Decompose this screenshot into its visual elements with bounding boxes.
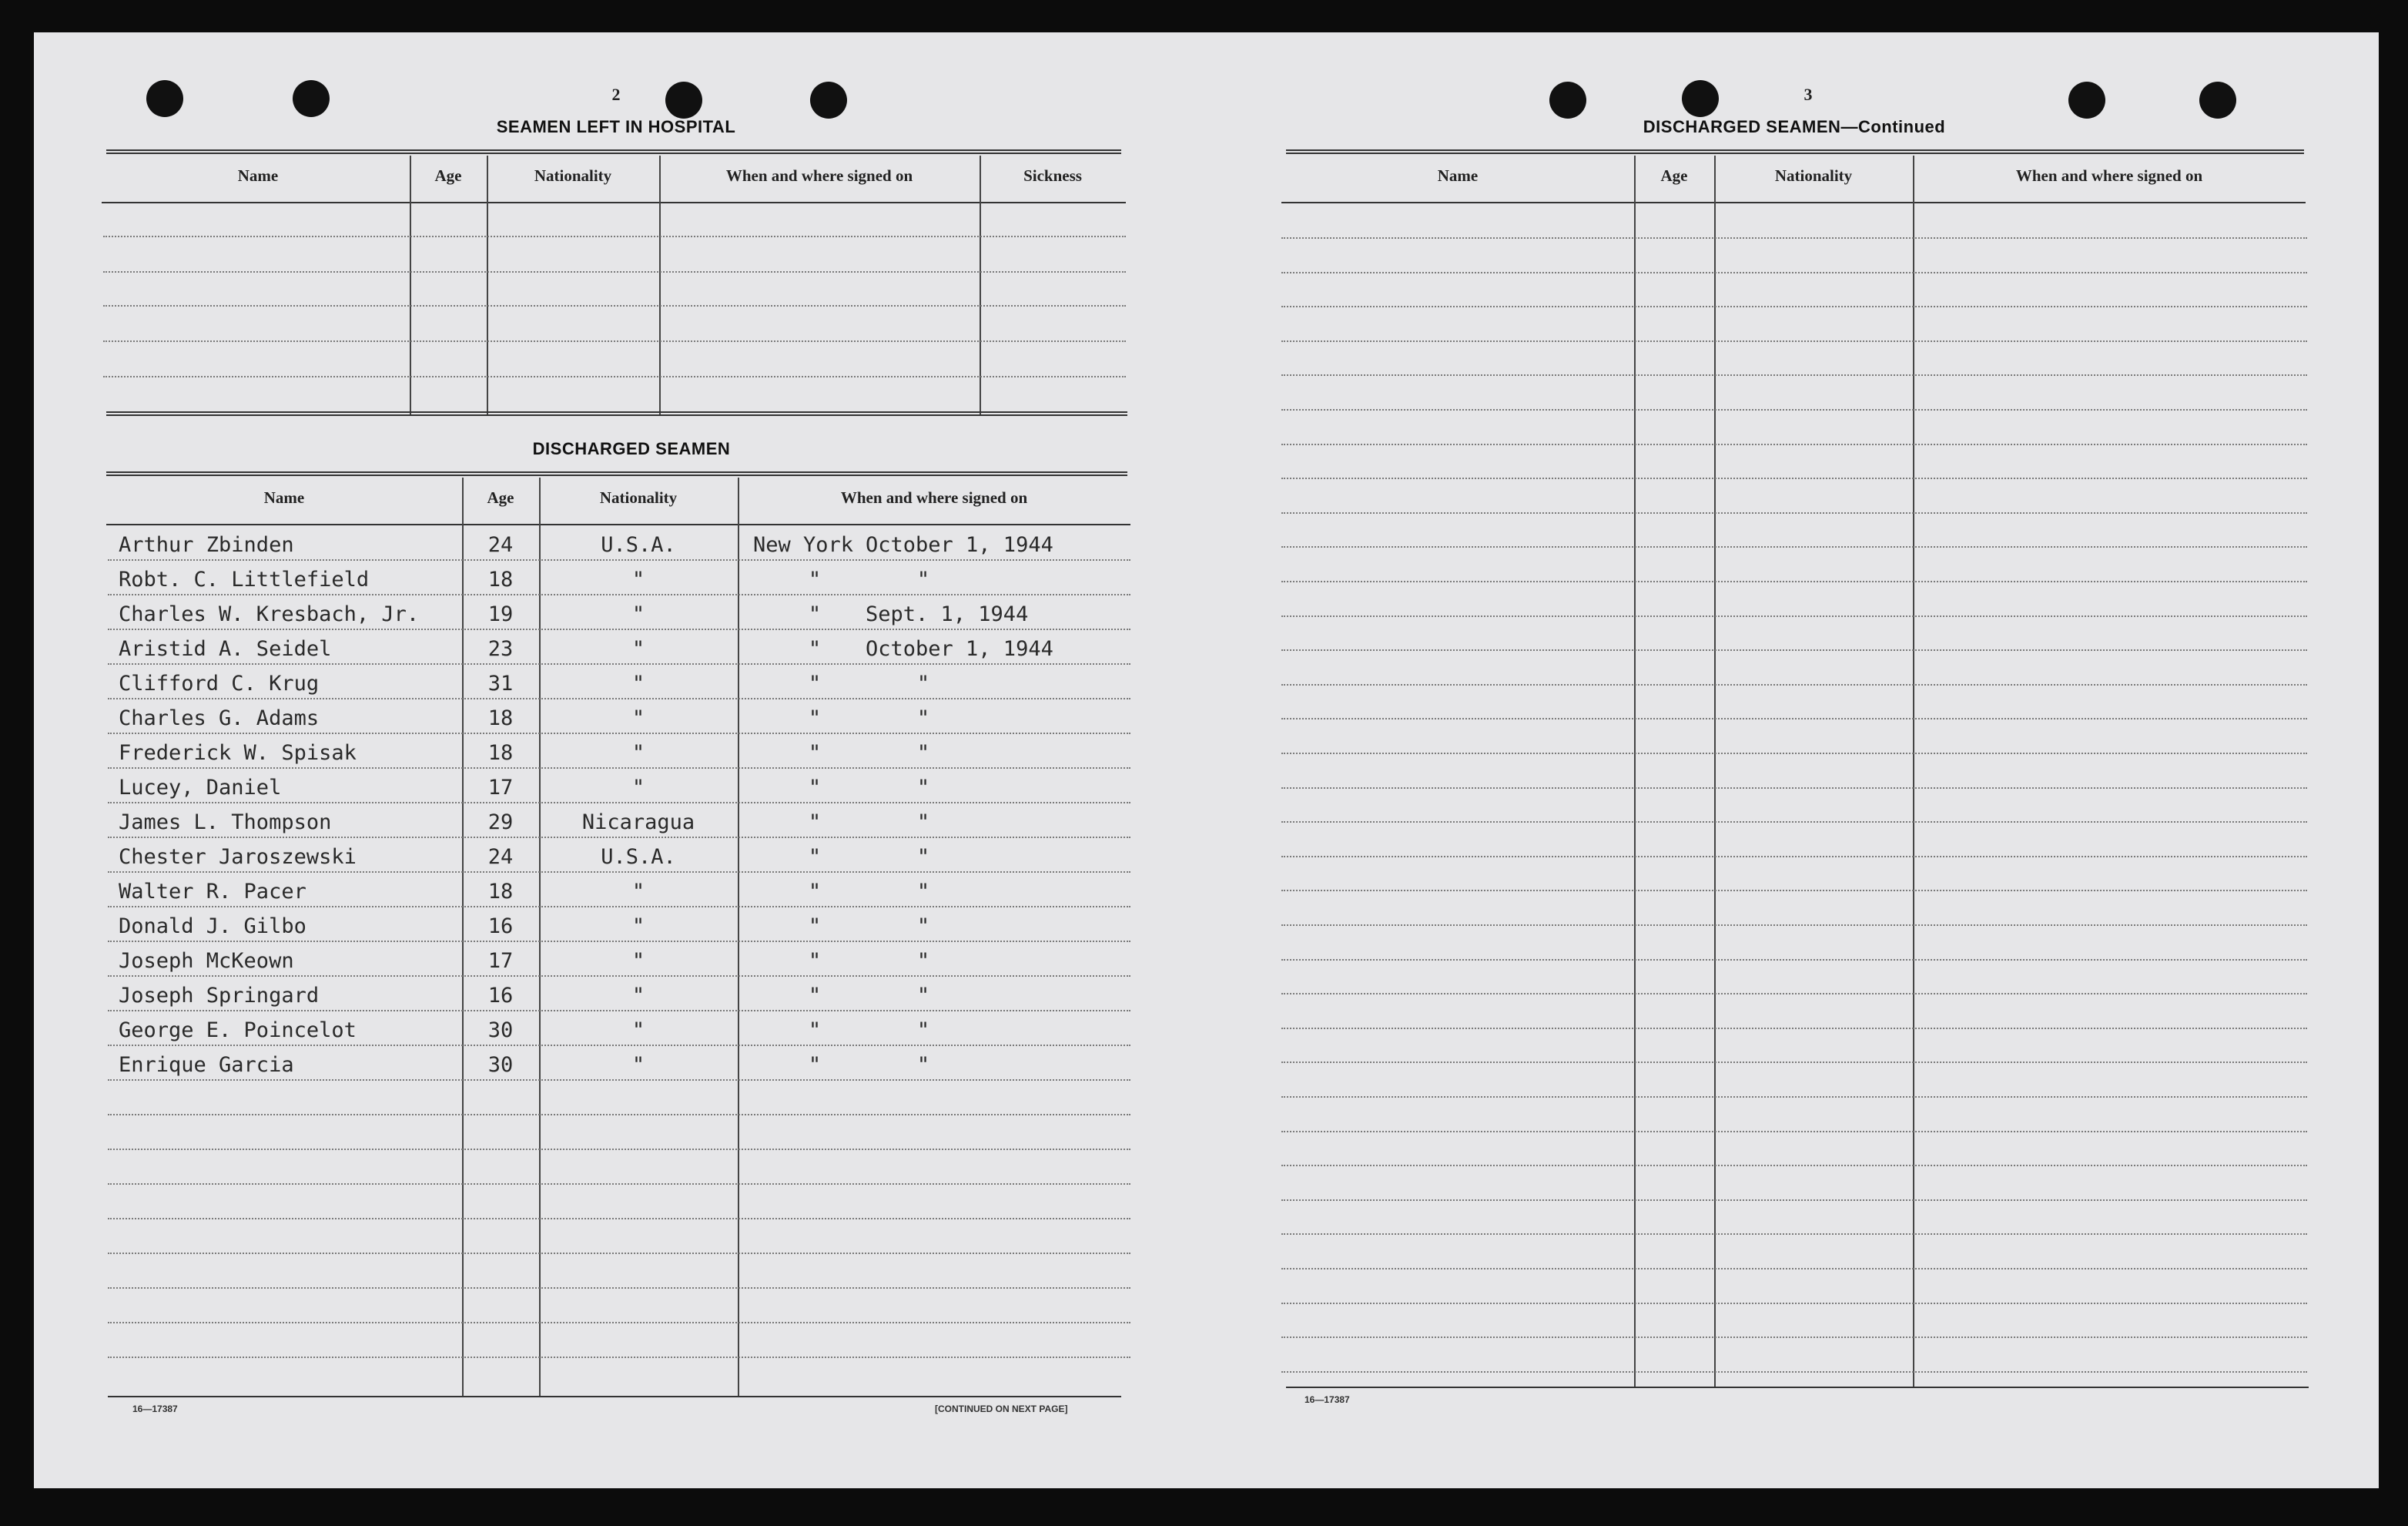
ruled-line [1281,993,2307,994]
ruled-line [103,236,1126,237]
ruled-line [1281,581,2307,582]
seaman-age: 31 [487,672,514,696]
ruled-line [1281,615,2307,617]
ruled-line [108,594,1130,595]
column-header: Age [1660,166,1688,185]
right-header-rule [1281,202,2306,203]
ruled-line [1281,1096,2307,1098]
ruled-line [1281,1165,2307,1166]
column-header: Nationality [534,166,612,185]
seaman-age: 18 [487,880,514,904]
hospital-bottom-rule [106,411,1127,416]
continued-note: [CONTINUED ON NEXT PAGE] [935,1404,1068,1414]
ruled-line [108,1114,1130,1115]
seaman-nationality: U.S.A. [601,533,676,557]
column-header: Age [434,166,462,185]
column-header: When and where signed on [725,166,913,185]
right-title-suffix: —Continued [1840,117,1946,136]
ruled-line [1281,1233,2307,1235]
signed-on-place: " [808,914,822,938]
ruled-line [1281,512,2307,514]
ruled-line [103,340,1126,342]
ruled-line [108,1322,1130,1323]
seaman-name: Frederick W. Spisak [119,741,357,765]
seaman-name: Charles G. Adams [119,706,320,730]
right-title-main: DISCHARGED SEAMEN [1643,117,1841,136]
signed-on-place: " [808,776,822,800]
ruled-line [108,906,1130,907]
page-number-left: 2 [611,85,621,104]
seaman-name: Chester Jaroszewski [119,845,357,869]
ruled-line [108,767,1130,769]
seaman-nationality: " [631,568,645,592]
form-number-right: 16—17387 [1304,1394,1350,1405]
ruled-line [1281,718,2307,719]
seaman-nationality: " [631,602,645,626]
seaman-name: Arthur Zbinden [119,533,294,557]
ruled-line [1281,1028,2307,1029]
column-header: Name [237,166,279,185]
discharged-top-rule [106,471,1127,476]
ruled-line [1281,1199,2307,1201]
seaman-name: Charles W. Kresbach, Jr. [119,602,420,626]
seaman-nationality: " [631,637,645,661]
seaman-nationality: " [631,984,645,1008]
seaman-name: Enrique Garcia [119,1053,294,1077]
ruled-line [108,1010,1130,1011]
ruled-line [108,1045,1130,1046]
hospital-header-rule [102,202,1126,203]
signed-on-date: " [916,1053,930,1077]
page-number-right: 3 [1803,85,1813,104]
ruled-line [1281,478,2307,479]
ruled-line [1281,1371,2307,1373]
signed-on-place: " [808,706,822,730]
seaman-nationality: " [631,1018,645,1042]
ruled-line [108,629,1130,630]
ruled-line [1281,856,2307,857]
ruled-line [1281,890,2307,891]
seaman-name: Aristid A. Seidel [119,637,332,661]
column-divider [738,478,739,1396]
punch-hole [810,82,847,119]
seaman-name: George E. Poincelot [119,1018,357,1042]
signed-on-date: " [916,914,930,938]
signed-on-place: " [808,602,822,626]
ruled-line [108,1218,1130,1219]
ruled-line [1281,374,2307,376]
ruled-line [1281,959,2307,961]
signed-on-date: " [916,776,930,800]
column-header: Sickness [1023,166,1082,185]
signed-on-place: " [808,568,822,592]
ruled-line [1281,684,2307,686]
ruled-line [1281,409,2307,411]
ruled-line [103,271,1126,273]
signed-on-place: " [808,880,822,904]
ruled-line [108,975,1130,977]
ruled-line [1281,1337,2307,1338]
punch-hole [1682,80,1719,117]
seaman-nationality: " [631,706,645,730]
form-number-left: 16—17387 [132,1404,178,1414]
seaman-name: Clifford C. Krug [119,672,320,696]
signed-on-place: " [808,1018,822,1042]
ruled-line [1281,1303,2307,1304]
seaman-name: James L. Thompson [119,810,332,834]
ruled-line [1281,306,2307,307]
ruled-line [1281,787,2307,789]
seaman-name: Robt. C. Littlefield [119,568,370,592]
signed-on-date: " [916,1018,930,1042]
ruled-line [108,1253,1130,1254]
seaman-age: 18 [487,706,514,730]
ruled-line [108,1149,1130,1150]
ruled-line [108,1183,1130,1185]
ruled-line [1281,1268,2307,1269]
seaman-age: 17 [487,776,514,800]
signed-on-place: " [808,741,822,765]
punch-hole [665,82,702,119]
ruled-line [108,1357,1130,1358]
right-section-title [1556,117,2033,137]
seaman-nationality: " [631,776,645,800]
seaman-nationality: " [631,1053,645,1077]
seaman-nationality: U.S.A. [601,845,676,869]
ruled-line [103,376,1126,377]
right-bottom-rule [1286,1387,2309,1388]
punch-hole [1549,82,1586,119]
ruled-line [108,871,1130,873]
ruled-line [108,1079,1130,1081]
column-header: Name [263,488,305,507]
signed-on-place: " [808,672,822,696]
column-header: When and where signed on [2015,166,2203,185]
signed-on-place: " [808,845,822,869]
seaman-nationality: " [631,741,645,765]
seaman-name: Lucey, Daniel [119,776,282,800]
signed-on-place: " [808,984,822,1008]
signed-on-date: " [916,568,930,592]
ruled-line [108,559,1130,561]
seaman-nationality: " [631,880,645,904]
seaman-age: 29 [487,810,514,834]
document-sheet [34,32,2379,1488]
seaman-nationality: " [631,949,645,973]
seaman-age: 16 [487,984,514,1008]
signed-on-date: " [916,949,930,973]
discharged-header-rule [106,524,1130,525]
signed-on-date: " [916,810,930,834]
punch-hole [2068,82,2105,119]
ruled-line [1281,924,2307,926]
signed-on-date: " [916,741,930,765]
signed-on-place: " [808,810,822,834]
signed-on-place: " [808,637,822,661]
hospital-section-title: SEAMEN LEFT IN HOSPITAL [496,117,736,136]
seaman-age: 18 [487,568,514,592]
seaman-age: 24 [487,533,514,557]
signed-on-date: " [916,672,930,696]
discharged-bottom-rule [108,1396,1121,1397]
punch-hole [146,80,183,117]
seaman-age: 30 [487,1018,514,1042]
ruled-line [108,802,1130,803]
ruled-line [1281,546,2307,548]
signed-on-date: " [916,845,930,869]
hospital-top-rule [106,149,1121,154]
seaman-age: 19 [487,602,514,626]
column-header: Name [1437,166,1479,185]
seaman-name: Walter R. Pacer [119,880,306,904]
seaman-age: 18 [487,741,514,765]
ruled-line [1281,272,2307,273]
ruled-line [1281,1131,2307,1132]
seaman-nationality: Nicaragua [581,810,695,834]
seaman-age: 17 [487,949,514,973]
ruled-line [108,837,1130,838]
signed-on-place: " [808,949,822,973]
signed-on-date: " [916,984,930,1008]
ruled-line [1281,753,2307,754]
signed-on-date: " [916,880,930,904]
ruled-line [1281,340,2307,342]
right-top-rule [1286,149,2304,154]
signed-on-place: " [808,1053,822,1077]
signed-on-place: New York [753,533,854,557]
ruled-line [103,305,1126,307]
ruled-line [108,941,1130,942]
signed-on-date: October 1, 1944 [866,533,1053,557]
ruled-line [108,663,1130,665]
discharged-section-title: DISCHARGED SEAMEN [532,439,731,458]
ruled-line [1281,821,2307,823]
punch-hole [2199,82,2236,119]
ruled-line [108,733,1130,734]
seaman-age: 16 [487,914,514,938]
column-header: Nationality [1774,166,1853,185]
seaman-age: 23 [487,637,514,661]
seaman-name: Donald J. Gilbo [119,914,306,938]
ruled-line [1281,444,2307,445]
ruled-line [1281,649,2307,651]
column-header: Nationality [599,488,678,507]
ruled-line [108,1287,1130,1289]
column-header: Age [487,488,514,507]
ruled-line [1281,1061,2307,1063]
seaman-age: 30 [487,1053,514,1077]
signed-on-date: Sept. 1, 1944 [866,602,1029,626]
punch-hole [293,80,330,117]
seaman-age: 24 [487,845,514,869]
signed-on-date: " [916,706,930,730]
column-header: When and where signed on [840,488,1028,507]
seaman-name: Joseph McKeown [119,949,294,973]
ruled-line [1281,237,2307,239]
ruled-line [108,698,1130,699]
seaman-nationality: " [631,914,645,938]
signed-on-date: October 1, 1944 [866,637,1053,661]
seaman-name: Joseph Springard [119,984,320,1008]
seaman-nationality: " [631,672,645,696]
